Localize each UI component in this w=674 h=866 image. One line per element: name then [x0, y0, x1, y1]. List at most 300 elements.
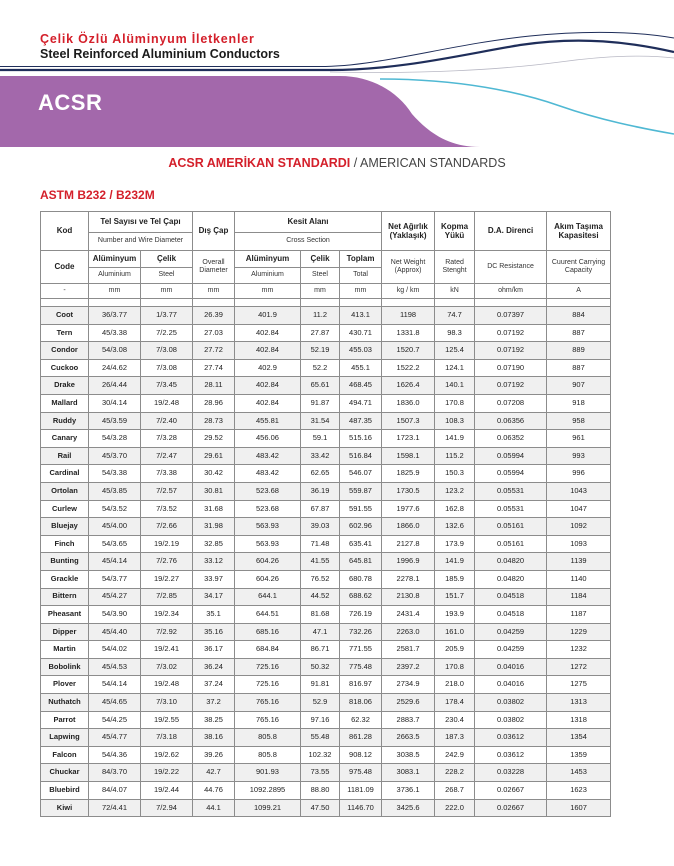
- header-title-english: Steel Reinforced Aluminium Conductors: [40, 47, 280, 61]
- table-row: [41, 764, 611, 782]
- cell-net-weight: 1866.0: [382, 518, 435, 536]
- cell-aluminium-wires: 45/4.65: [89, 694, 141, 712]
- cell-steel-area: 97.16: [301, 711, 340, 729]
- cell-total-area: 818.06: [340, 694, 382, 712]
- cell-aluminium-wires: 84/4.07: [89, 782, 141, 800]
- cell-dc-resistance: 0.05994: [475, 465, 547, 483]
- cell-total-area: 413.1: [340, 307, 382, 325]
- standard-heading: [0, 156, 674, 170]
- cell-steel-wires: 19/2.19: [141, 535, 193, 553]
- cell-code: Bluejay: [41, 518, 89, 536]
- cell-steel-wires: 7/2.47: [141, 447, 193, 465]
- cell-overall-diameter: 30.42: [193, 465, 235, 483]
- cell-rated-strength: 115.2: [435, 447, 475, 465]
- cell-net-weight: 3083.1: [382, 764, 435, 782]
- cell-overall-diameter: 33.97: [193, 570, 235, 588]
- header-section-steel-en: Steel: [301, 268, 340, 284]
- cell-code: Cuckoo: [41, 359, 89, 377]
- cell-steel-wires: 7/3.10: [141, 694, 193, 712]
- cell-aluminium-wires: 36/3.77: [89, 307, 141, 325]
- cell-aluminium-wires: 54/4.14: [89, 676, 141, 694]
- header-diameter-en: Overall Diameter: [193, 251, 235, 284]
- cell-current-capacity: 1043: [547, 482, 611, 500]
- header-weight-tr: Net Ağırlık (Yaklaşık): [382, 212, 435, 251]
- cell-current-capacity: 996: [547, 465, 611, 483]
- cell-steel-wires: 19/2.48: [141, 394, 193, 412]
- cell-code: Nuthatch: [41, 694, 89, 712]
- cell-current-capacity: 1187: [547, 606, 611, 624]
- cell-rated-strength: 151.7: [435, 588, 475, 606]
- cell-overall-diameter: 27.03: [193, 324, 235, 342]
- cell-aluminium-area: 644.51: [235, 606, 301, 624]
- table-row: [41, 359, 611, 377]
- cell-current-capacity: 884: [547, 307, 611, 325]
- cell-overall-diameter: 29.52: [193, 430, 235, 448]
- cell-aluminium-area: 644.1: [235, 588, 301, 606]
- cell-code: Dipper: [41, 623, 89, 641]
- cell-overall-diameter: 27.72: [193, 342, 235, 360]
- acsr-banner: [0, 0, 674, 150]
- cell-overall-diameter: 36.17: [193, 641, 235, 659]
- cell-net-weight: 1598.1: [382, 447, 435, 465]
- cell-total-area: 908.12: [340, 746, 382, 764]
- cell-total-area: 861.28: [340, 729, 382, 747]
- cell-current-capacity: 958: [547, 412, 611, 430]
- cell-steel-area: 52.19: [301, 342, 340, 360]
- cell-dc-resistance: 0.04016: [475, 676, 547, 694]
- cell-aluminium-area: 604.26: [235, 570, 301, 588]
- cell-overall-diameter: 31.98: [193, 518, 235, 536]
- banner-label: ACSR: [38, 90, 103, 115]
- table-row: [41, 676, 611, 694]
- cell-code: Falcon: [41, 746, 89, 764]
- cell-total-area: 732.26: [340, 623, 382, 641]
- cell-aluminium-area: 1099.21: [235, 799, 301, 817]
- cell-overall-diameter: 36.24: [193, 658, 235, 676]
- units-row: [41, 284, 611, 299]
- cell-steel-wires: 19/2.44: [141, 782, 193, 800]
- cell-steel-area: 31.54: [301, 412, 340, 430]
- cell-aluminium-area: 805.8: [235, 746, 301, 764]
- cell-aluminium-area: 523.68: [235, 500, 301, 518]
- cell-total-area: 775.48: [340, 658, 382, 676]
- cell-total-area: 515.16: [340, 430, 382, 448]
- cell-total-area: 688.62: [340, 588, 382, 606]
- cell-rated-strength: 228.2: [435, 764, 475, 782]
- cell-overall-diameter: 44.76: [193, 782, 235, 800]
- cell-current-capacity: 1607: [547, 799, 611, 817]
- banner-navy-line-upper: [0, 32, 674, 66]
- cell-steel-area: 44.52: [301, 588, 340, 606]
- cell-code: Bobolink: [41, 658, 89, 676]
- cell-rated-strength: 125.4: [435, 342, 475, 360]
- cell-aluminium-wires: 24/4.62: [89, 359, 141, 377]
- cell-current-capacity: 1232: [547, 641, 611, 659]
- cell-total-area: 726.19: [340, 606, 382, 624]
- cell-aluminium-area: 483.42: [235, 465, 301, 483]
- cell-aluminium-wires: 45/3.85: [89, 482, 141, 500]
- cell-total-area: 635.41: [340, 535, 382, 553]
- table-row: [41, 500, 611, 518]
- table-row: [41, 694, 611, 712]
- cell-net-weight: 1825.9: [382, 465, 435, 483]
- cell-dc-resistance: 0.03802: [475, 711, 547, 729]
- cell-steel-area: 102.32: [301, 746, 340, 764]
- cell-aluminium-wires: 54/3.65: [89, 535, 141, 553]
- cell-code: Curlew: [41, 500, 89, 518]
- cell-rated-strength: 193.9: [435, 606, 475, 624]
- cell-aluminium-area: 455.81: [235, 412, 301, 430]
- cell-aluminium-wires: 45/4.53: [89, 658, 141, 676]
- table-row: [41, 746, 611, 764]
- cell-aluminium-wires: 30/4.14: [89, 394, 141, 412]
- cell-net-weight: 3736.1: [382, 782, 435, 800]
- table-row: [41, 482, 611, 500]
- table-row: [41, 518, 611, 536]
- cell-total-area: 559.87: [340, 482, 382, 500]
- cell-aluminium-area: 523.68: [235, 482, 301, 500]
- cell-steel-area: 11.2: [301, 307, 340, 325]
- cell-dc-resistance: 0.02667: [475, 782, 547, 800]
- cell-dc-resistance: 0.05531: [475, 500, 547, 518]
- cell-overall-diameter: 26.39: [193, 307, 235, 325]
- table-row: [41, 430, 611, 448]
- cell-aluminium-area: 402.84: [235, 342, 301, 360]
- cell-net-weight: 2663.5: [382, 729, 435, 747]
- cell-dc-resistance: 0.04518: [475, 606, 547, 624]
- cell-code: Plover: [41, 676, 89, 694]
- cell-dc-resistance: 0.07190: [475, 359, 547, 377]
- unit-cell: mm: [235, 284, 301, 299]
- cell-rated-strength: 170.8: [435, 658, 475, 676]
- cell-rated-strength: 74.7: [435, 307, 475, 325]
- cell-net-weight: 1522.2: [382, 359, 435, 377]
- cell-steel-area: 33.42: [301, 447, 340, 465]
- cell-rated-strength: 230.4: [435, 711, 475, 729]
- cell-dc-resistance: 0.06356: [475, 412, 547, 430]
- cell-rated-strength: 170.8: [435, 394, 475, 412]
- cell-current-capacity: 1184: [547, 588, 611, 606]
- cell-steel-wires: 19/2.27: [141, 570, 193, 588]
- cell-aluminium-area: 604.26: [235, 553, 301, 571]
- cell-rated-strength: 132.6: [435, 518, 475, 536]
- table-body: [41, 307, 611, 817]
- cell-dc-resistance: 0.06352: [475, 430, 547, 448]
- table-row: [41, 623, 611, 641]
- table-row: [41, 342, 611, 360]
- cell-net-weight: 1977.6: [382, 500, 435, 518]
- cell-dc-resistance: 0.02667: [475, 799, 547, 817]
- cell-current-capacity: 1140: [547, 570, 611, 588]
- cell-steel-wires: 19/2.62: [141, 746, 193, 764]
- cell-rated-strength: 141.9: [435, 430, 475, 448]
- cell-overall-diameter: 39.26: [193, 746, 235, 764]
- cell-steel-wires: 7/3.08: [141, 342, 193, 360]
- cell-dc-resistance: 0.07192: [475, 377, 547, 395]
- cell-aluminium-wires: 54/3.52: [89, 500, 141, 518]
- cell-aluminium-wires: 54/4.02: [89, 641, 141, 659]
- header-section-alu-en: Aluminium: [235, 268, 301, 284]
- table-row: [41, 799, 611, 817]
- cell-overall-diameter: 38.16: [193, 729, 235, 747]
- cell-overall-diameter: 38.25: [193, 711, 235, 729]
- unit-cell: A: [547, 284, 611, 299]
- header-ampacity-en: Cuurent Carrying Capacity: [547, 251, 611, 284]
- cell-total-area: 1146.70: [340, 799, 382, 817]
- cell-aluminium-wires: 84/3.70: [89, 764, 141, 782]
- cell-steel-wires: 7/2.76: [141, 553, 193, 571]
- cell-code: Kiwi: [41, 799, 89, 817]
- cell-steel-wires: 7/2.25: [141, 324, 193, 342]
- header-resistance-en: DC Resistance: [475, 251, 547, 284]
- cell-steel-area: 71.48: [301, 535, 340, 553]
- cell-steel-area: 27.87: [301, 324, 340, 342]
- cell-aluminium-area: 401.9: [235, 307, 301, 325]
- cell-steel-wires: 7/3.52: [141, 500, 193, 518]
- table-row: [41, 729, 611, 747]
- cell-total-area: 591.55: [340, 500, 382, 518]
- cell-steel-wires: 7/3.08: [141, 359, 193, 377]
- cell-rated-strength: 124.1: [435, 359, 475, 377]
- cell-current-capacity: 1092: [547, 518, 611, 536]
- cell-aluminium-wires: 45/4.40: [89, 623, 141, 641]
- cell-code: Ruddy: [41, 412, 89, 430]
- header-breaking-tr: Kopma Yükü: [435, 212, 475, 251]
- unit-cell: ohm/km: [475, 284, 547, 299]
- cell-total-area: 455.03: [340, 342, 382, 360]
- cell-total-area: 487.35: [340, 412, 382, 430]
- cell-aluminium-wires: 45/3.59: [89, 412, 141, 430]
- cell-steel-area: 39.03: [301, 518, 340, 536]
- cell-steel-wires: 7/2.92: [141, 623, 193, 641]
- cell-net-weight: 2278.1: [382, 570, 435, 588]
- header-section-alu-tr: Alüminyum: [235, 251, 301, 268]
- cell-total-area: 645.81: [340, 553, 382, 571]
- cell-current-capacity: 993: [547, 447, 611, 465]
- header-total-en: Total: [340, 268, 382, 284]
- cell-steel-wires: 7/2.40: [141, 412, 193, 430]
- cell-dc-resistance: 0.04259: [475, 641, 547, 659]
- cell-steel-wires: 7/2.57: [141, 482, 193, 500]
- cell-rated-strength: 140.1: [435, 377, 475, 395]
- cell-total-area: 975.48: [340, 764, 382, 782]
- header-wire-en: Number and Wire Diameter: [89, 233, 193, 251]
- unit-cell: -: [41, 284, 89, 299]
- cell-current-capacity: 889: [547, 342, 611, 360]
- cell-rated-strength: 242.9: [435, 746, 475, 764]
- cell-aluminium-wires: 54/3.38: [89, 465, 141, 483]
- cell-steel-wires: 7/2.66: [141, 518, 193, 536]
- cell-steel-wires: 7/3.18: [141, 729, 193, 747]
- header-section-en: Cross Section: [235, 233, 382, 251]
- cell-steel-area: 88.80: [301, 782, 340, 800]
- cell-net-weight: 1331.8: [382, 324, 435, 342]
- cell-dc-resistance: 0.03802: [475, 694, 547, 712]
- cell-aluminium-area: 402.84: [235, 394, 301, 412]
- cell-overall-diameter: 37.2: [193, 694, 235, 712]
- header-breaking-en: Rated Stenght: [435, 251, 475, 284]
- cell-current-capacity: 887: [547, 359, 611, 377]
- cell-steel-area: 55.48: [301, 729, 340, 747]
- cell-steel-area: 91.87: [301, 394, 340, 412]
- unit-cell: mm: [141, 284, 193, 299]
- cell-current-capacity: 1318: [547, 711, 611, 729]
- cell-net-weight: 2397.2: [382, 658, 435, 676]
- cell-aluminium-area: 402.9: [235, 359, 301, 377]
- cell-rated-strength: 162.8: [435, 500, 475, 518]
- cell-code: Cardinal: [41, 465, 89, 483]
- table-row: [41, 641, 611, 659]
- cell-current-capacity: 907: [547, 377, 611, 395]
- cell-steel-wires: 7/3.45: [141, 377, 193, 395]
- header-total-tr: Toplam: [340, 251, 382, 268]
- cell-total-area: 680.78: [340, 570, 382, 588]
- cell-rated-strength: 150.3: [435, 465, 475, 483]
- cell-net-weight: 3425.6: [382, 799, 435, 817]
- cell-steel-area: 47.50: [301, 799, 340, 817]
- cell-steel-wires: 19/2.48: [141, 676, 193, 694]
- cell-net-weight: 2130.8: [382, 588, 435, 606]
- cell-overall-diameter: 31.68: [193, 500, 235, 518]
- cell-steel-area: 47.1: [301, 623, 340, 641]
- cell-dc-resistance: 0.07192: [475, 342, 547, 360]
- header-code-en: Code: [41, 251, 89, 284]
- cell-current-capacity: 1272: [547, 658, 611, 676]
- cell-code: Martin: [41, 641, 89, 659]
- cell-dc-resistance: 0.04259: [475, 623, 547, 641]
- cell-aluminium-area: 483.42: [235, 447, 301, 465]
- cell-net-weight: 1507.3: [382, 412, 435, 430]
- cell-aluminium-wires: 26/4.44: [89, 377, 141, 395]
- cell-overall-diameter: 27.74: [193, 359, 235, 377]
- cell-rated-strength: 268.7: [435, 782, 475, 800]
- cell-net-weight: 2529.6: [382, 694, 435, 712]
- table-header: [41, 212, 611, 307]
- cell-dc-resistance: 0.04518: [475, 588, 547, 606]
- cell-overall-diameter: 33.12: [193, 553, 235, 571]
- cell-dc-resistance: 0.07397: [475, 307, 547, 325]
- cell-dc-resistance: 0.05531: [475, 482, 547, 500]
- cell-dc-resistance: 0.07208: [475, 394, 547, 412]
- cell-code: Parrot: [41, 711, 89, 729]
- cell-aluminium-area: 402.84: [235, 324, 301, 342]
- cell-aluminium-wires: 72/4.41: [89, 799, 141, 817]
- cell-steel-area: 81.68: [301, 606, 340, 624]
- header-wire-steel-tr: Çelik: [141, 251, 193, 268]
- cell-code: Drake: [41, 377, 89, 395]
- unit-cell: kN: [435, 284, 475, 299]
- header-section-tr: Kesit Alanı: [235, 212, 382, 233]
- cell-steel-area: 76.52: [301, 570, 340, 588]
- cell-net-weight: 1836.0: [382, 394, 435, 412]
- cell-total-area: 816.97: [340, 676, 382, 694]
- cell-rated-strength: 98.3: [435, 324, 475, 342]
- cell-aluminium-area: 765.16: [235, 694, 301, 712]
- cell-net-weight: 1723.1: [382, 430, 435, 448]
- cell-steel-wires: 1/3.77: [141, 307, 193, 325]
- cell-dc-resistance: 0.07192: [475, 324, 547, 342]
- banner-teal-line: [380, 79, 674, 134]
- cell-aluminium-wires: 45/4.14: [89, 553, 141, 571]
- cell-aluminium-area: 805.8: [235, 729, 301, 747]
- header-gap: [41, 299, 611, 307]
- banner-gray-line: [330, 56, 674, 72]
- cell-aluminium-wires: 54/3.08: [89, 342, 141, 360]
- cell-current-capacity: 887: [547, 324, 611, 342]
- cell-steel-wires: 19/2.34: [141, 606, 193, 624]
- cell-aluminium-area: 456.06: [235, 430, 301, 448]
- cell-steel-area: 62.65: [301, 465, 340, 483]
- cell-steel-area: 86.71: [301, 641, 340, 659]
- table-row: [41, 377, 611, 395]
- cell-aluminium-area: 1092.2895: [235, 782, 301, 800]
- cell-steel-wires: 7/3.02: [141, 658, 193, 676]
- cell-overall-diameter: 32.85: [193, 535, 235, 553]
- unit-cell: mm: [89, 284, 141, 299]
- table-row: [41, 782, 611, 800]
- cell-total-area: 494.71: [340, 394, 382, 412]
- cell-rated-strength: 178.4: [435, 694, 475, 712]
- standard-heading-turkish: ACSR AMERİKAN STANDARDI: [168, 156, 351, 170]
- header-diameter-tr: Dış Çap: [193, 212, 235, 251]
- cell-overall-diameter: 35.1: [193, 606, 235, 624]
- unit-cell: mm: [193, 284, 235, 299]
- cell-net-weight: 1996.9: [382, 553, 435, 571]
- cell-code: Grackle: [41, 570, 89, 588]
- cell-overall-diameter: 34.17: [193, 588, 235, 606]
- cell-current-capacity: 1354: [547, 729, 611, 747]
- header-ampacity-tr: Akım Taşıma Kapasitesi: [547, 212, 611, 251]
- cell-overall-diameter: 28.96: [193, 394, 235, 412]
- cell-steel-area: 41.55: [301, 553, 340, 571]
- cell-dc-resistance: 0.03612: [475, 729, 547, 747]
- table-row: [41, 447, 611, 465]
- cell-steel-wires: 7/3.38: [141, 465, 193, 483]
- cell-code: Chuckar: [41, 764, 89, 782]
- cell-overall-diameter: 42.7: [193, 764, 235, 782]
- cell-steel-area: 52.2: [301, 359, 340, 377]
- cell-steel-wires: 19/2.41: [141, 641, 193, 659]
- cell-aluminium-area: 685.16: [235, 623, 301, 641]
- cell-code: Ortolan: [41, 482, 89, 500]
- cell-overall-diameter: 37.24: [193, 676, 235, 694]
- cell-aluminium-wires: 54/4.25: [89, 711, 141, 729]
- cell-net-weight: 2431.4: [382, 606, 435, 624]
- cell-rated-strength: 161.0: [435, 623, 475, 641]
- cell-aluminium-wires: 54/3.77: [89, 570, 141, 588]
- cell-total-area: 1181.09: [340, 782, 382, 800]
- astm-label: ASTM B232 / B232M: [40, 188, 155, 202]
- cell-aluminium-wires: 45/3.38: [89, 324, 141, 342]
- cell-current-capacity: 1313: [547, 694, 611, 712]
- cell-steel-area: 50.32: [301, 658, 340, 676]
- cell-code: Bunting: [41, 553, 89, 571]
- cell-dc-resistance: 0.04820: [475, 553, 547, 571]
- cell-current-capacity: 1139: [547, 553, 611, 571]
- cell-steel-wires: 7/3.28: [141, 430, 193, 448]
- cell-total-area: 455.1: [340, 359, 382, 377]
- table-row: [41, 394, 611, 412]
- cell-current-capacity: 1275: [547, 676, 611, 694]
- cell-overall-diameter: 35.16: [193, 623, 235, 641]
- cell-net-weight: 2263.0: [382, 623, 435, 641]
- cell-aluminium-area: 563.93: [235, 535, 301, 553]
- header-wire-steel-en: Steel: [141, 268, 193, 284]
- cell-steel-area: 91.81: [301, 676, 340, 694]
- cell-code: Mallard: [41, 394, 89, 412]
- table-row: [41, 570, 611, 588]
- cell-net-weight: 2127.8: [382, 535, 435, 553]
